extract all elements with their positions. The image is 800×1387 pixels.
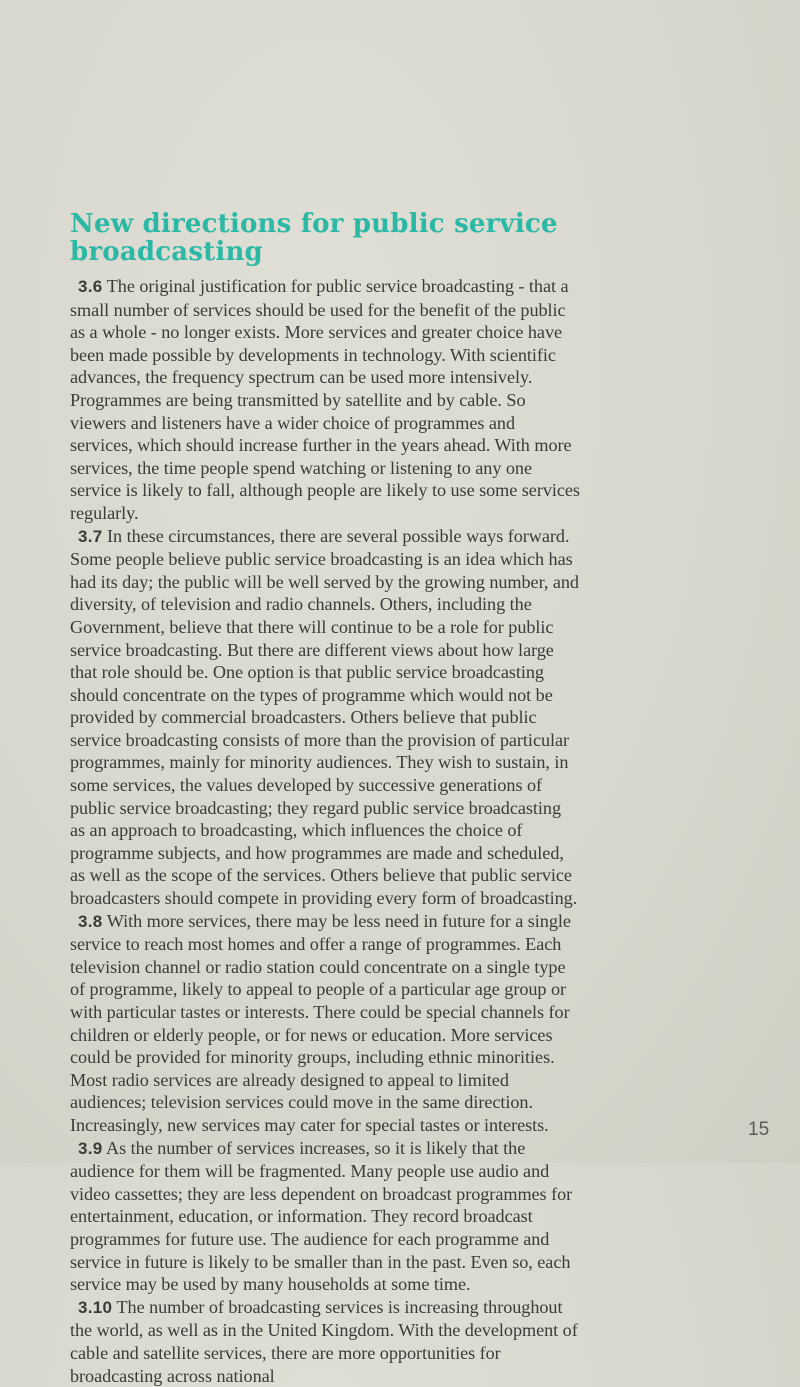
page-title (70, 210, 580, 266)
paragraph-3-9 (70, 1137, 580, 1296)
paragraph-number: 3.7 (78, 526, 103, 546)
page-number: 15 (748, 1119, 770, 1140)
paragraph-number: 3.10 (78, 1297, 113, 1317)
paragraph-text: As the number of services increases, so it is likely that the audience for them will be fragmented. Many people use audio and video cassettes; they are less dependent on broadcast programmes for entertainment, education, or information. They record broadcast programmes for future use. The audience for each programme and service in future is likely to be smaller than in the past. Even so, each service may be used by many households at some time. (70, 1137, 573, 1295)
title-line-1: New directions for public service (70, 209, 558, 239)
paragraph-number: 3.9 (78, 1138, 103, 1158)
paragraph-number: 3.6 (78, 277, 103, 296)
paragraph-3-8 (70, 910, 580, 1137)
paragraph-text: The original justification for public service broadcasting - that a small number of services should be used for the benefit of the public as a whole - no longer exists. More services and greater choice have been made possible by developments in technology. With scientific advances, the frequency spectrum can be used more intensively. Programmes are being transmitted by satellite and by cable. So viewers and listeners have a wider choice of programmes and services, which should increase further in the years ahead. With more services, the time people spend watching or listening to any one service is likely to fall, although people are likely to use some services regularly. (70, 276, 580, 523)
paragraph-3-10 (70, 1296, 580, 1387)
paragraph-text: In these circumstances, there are several possible ways forward. Some people believe public service broadcasting is an idea which has had its day; the public will be well served by the growing number, and diversity, of television and radio channels. Others, including the Government, believe that there will continue to be a role for public service broadcasting. But there are different views about how large that role should be. One option is that public service broadcasting should concentrate on the types of programme which would not be provided by commercial broadcasters. Others believe that public service broadcasting consists of more than the provision of particular programmes, mainly for minority audiences. They wish to sustain, in some services, the values developed by successive generations of public service broadcasting; they regard public service broadcasting as an approach to broadcasting, which influences the choice of programme subjects, and how programmes are made and scheduled, as well as the scope of the services. Others believe that public service broadcasters should compete in providing every form of broadcasting. (70, 525, 579, 909)
document-page (70, 210, 580, 1387)
paragraph-3-6 (70, 275, 580, 525)
paragraph-number: 3.8 (78, 911, 103, 931)
paragraph-3-7 (70, 525, 580, 910)
title-line-2: broadcasting (70, 237, 263, 267)
paragraph-text: With more services, there may be less need in future for a single service to reach most homes and offer a range of programmes. Each television channel or radio station could concentrate on a single type of programme, likely to appeal to people of a particular age group or with particular tastes or interests. There could be special channels for children or elderly people, or for news or education. More services could be provided for minority groups, including ethnic minorities. Most radio services are already designed to appeal to limited audiences; television services could move in the same direction. Increasingly, new services may cater for special tastes or interests. (70, 910, 571, 1135)
paragraph-text: The number of broadcasting services is increasing throughout the world, as well as in the United Kingdom. With the development of cable and satellite services, there are more opportunities for broadcasting across national (70, 1296, 578, 1386)
